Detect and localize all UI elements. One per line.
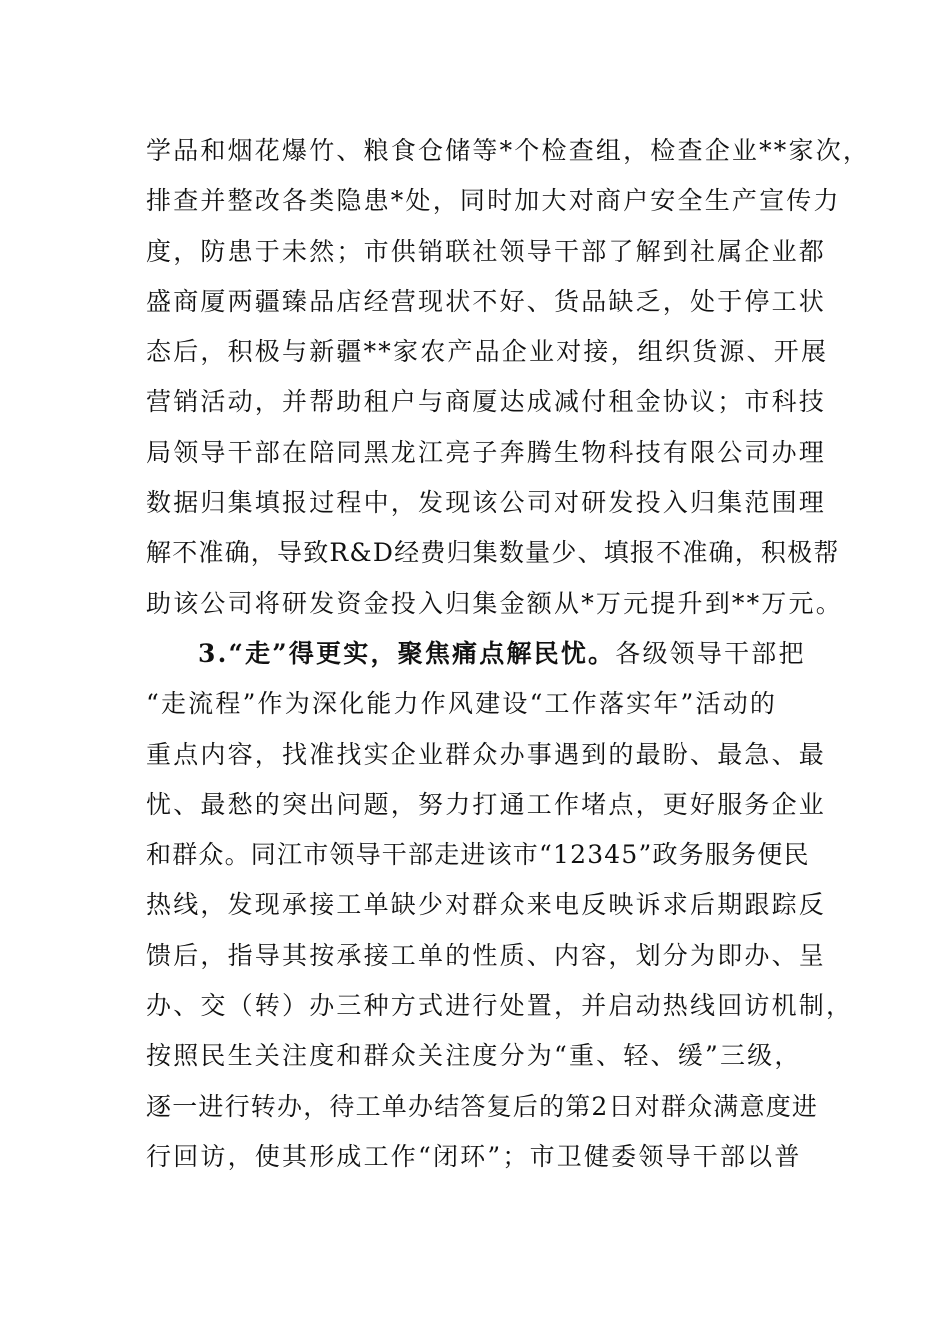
paragraph-2-line: 行回访，使其形成工作“闭环”；市卫健委领导干部以普 xyxy=(146,1141,802,1171)
section-heading: 3.“走”得更实，聚焦痛点解民忧。 xyxy=(198,638,616,668)
paragraph-2-first-line xyxy=(146,629,806,679)
paragraph-2-line: “走流程”作为深化能力作风建设“工作落实年”活动的 xyxy=(146,689,778,719)
paragraph-2-line: 热线，发现承接工单缺少对群众来电反映诉求后期跟踪反 xyxy=(146,890,827,920)
paragraph-2-line: 忧、最愁的突出问题，努力打通工作堵点，更好服务企业 xyxy=(146,789,827,819)
paragraph-2-line: 和群众。同江市领导干部走进该市“12345”政务服务便民 xyxy=(146,840,810,870)
paragraph-1-line: 排查并整改各类隐患*处，同时加大对商户安全生产宣传力 xyxy=(146,186,841,216)
paragraph-1-line: 态后，积极与新疆**家农产品企业对接，组织货源、开展 xyxy=(146,337,829,367)
paragraph-1-line: 数据归集填报过程中，发现该公司对研发投入归集范围理 xyxy=(146,488,827,518)
paragraph-2-first-line-text: 各级领导干部把 xyxy=(615,638,806,668)
paragraph-1-line: 助该公司将研发资金投入归集金额从*万元提升到**万元。 xyxy=(146,588,843,618)
paragraph-1-line: 学品和烟花爆竹、粮食仓储等*个检查组，检查企业**家次， xyxy=(146,136,871,165)
paragraph-2-line: 办、交（转）办三种方式进行处置，并启动热线回访机制， xyxy=(146,991,854,1021)
paragraph-1-line: 解不准确，导致R&D经费归集数量少、填报不准确，积极帮 xyxy=(146,538,840,568)
paragraph-1-line: 营销活动，并帮助租户与商厦达成减付租金协议；市科技 xyxy=(146,387,827,417)
paragraph-1-line: 度，防患于未然；市供销联社领导干部了解到社属企业都 xyxy=(146,236,827,266)
body-text xyxy=(146,126,871,1182)
paragraph-1 xyxy=(146,126,871,629)
paragraph-1-line: 局领导干部在陪同黑龙江亮子奔腾生物科技有限公司办理 xyxy=(146,437,827,467)
paragraph-2-line: 重点内容，找准找实企业群众办事遇到的最盼、最急、最 xyxy=(146,739,827,769)
paragraph-1-line: 盛商厦两疆臻品店经营现状不好、货品缺乏，处于停工状 xyxy=(146,286,827,316)
paragraph-2-line: 按照民生关注度和群众关注度分为“重、轻、缓”三级， xyxy=(146,1041,802,1071)
paragraph-2 xyxy=(146,629,854,1182)
paragraph-2-line: 逐一进行转办，待工单办结答复后的第2日对群众满意度进 xyxy=(146,1091,819,1121)
paragraph-2-line: 馈后，指导其按承接工单的性质、内容，划分为即办、呈 xyxy=(146,940,827,970)
